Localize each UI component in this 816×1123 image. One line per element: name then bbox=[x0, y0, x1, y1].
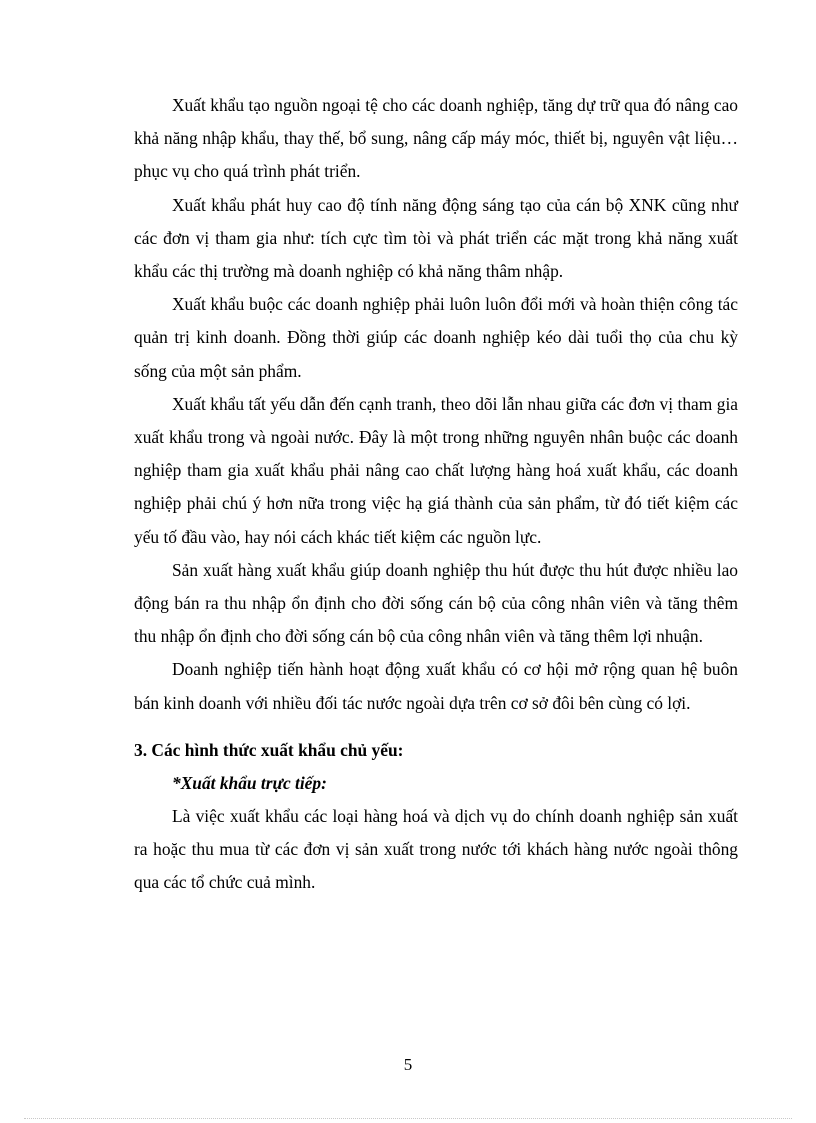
paragraph-innovation: Xuất khẩu buộc các doanh nghiệp phải luôn luôn đổi mới và hoàn thiện công tác quản trị kinh doanh. Đồng thời giúp các doanh nghiệp kéo dài tuổi thọ của chu kỳ sống của một sản phẩm. bbox=[134, 294, 738, 381]
page-number: 5 bbox=[403, 1055, 413, 1074]
paragraph-creativity: Xuất khẩu phát huy cao độ tính năng động sáng tạo của cán bộ XNK cũng như các đơn vị tham gia như: tích cực tìm tòi và phát triển các mặt trong khả năng xuất khẩu các thị trường mà doanh nghiệp có khả năng thâm nhập. bbox=[134, 194, 738, 282]
page-bottom-divider bbox=[24, 1118, 792, 1119]
paragraph-foreign-currency: Xuất khẩu tạo nguồn ngoại tệ cho các doanh nghiệp, tăng dự trữ qua đó nâng cao khả năng nhập khẩu, thay thế, bổ sung, nâng cấp máy móc, thiết bị, nguyên vật liệu… phục vụ cho quá trình phát triển. bbox=[134, 95, 738, 182]
section-heading: 3. Các hình thức xuất khẩu chủ yếu: bbox=[134, 739, 404, 760]
paragraph-competition: Xuất khẩu tất yếu dẫn đến cạnh tranh, theo dõi lẫn nhau giữa các đơn vị tham gia xuất khẩu trong và ngoài nước. Đây là một trong những nguyên nhân buộc các doanh nghiệp tham gia xuất khẩu phải nâng cao chất lượng hàng hoá xuất khẩu, các doanh nghiệp phải chú ý hơn nữa trong việc hạ giá thành của sản phẩm, từ đó tiết kiệm các yếu tố đầu vào, hay nói cách khác tiết kiệm các nguồn lực. bbox=[134, 393, 738, 547]
page-body bbox=[134, 89, 738, 899]
paragraph-relations: Doanh nghiệp tiến hành hoạt động xuất khẩu có cơ hội mở rộng quan hệ buôn bán kinh doanh với nhiều đối tác nước ngoài dựa trên cơ sở đôi bên cùng có lợi. bbox=[134, 659, 738, 713]
subsection-heading: *Xuất khẩu trực tiếp: bbox=[172, 772, 327, 793]
paragraph-employment: Sản xuất hàng xuất khẩu giúp doanh nghiệp thu hút được thu hút được nhiều lao động bán ra thu nhập ổn định cho đời sống cán bộ của công nhân viên và tăng thêm thu nhập ổn định cho đời sống cán bộ của công nhân viên và tăng thêm lợi nhuận. bbox=[134, 559, 738, 647]
paragraph-direct-export: Là việc xuất khẩu các loại hàng hoá và dịch vụ do chính doanh nghiệp sản xuất ra hoặc thu mua từ các đơn vị sản xuất trong nước tới khách hàng nước ngoài thông qua các tổ chức cuả mình. bbox=[134, 805, 738, 893]
